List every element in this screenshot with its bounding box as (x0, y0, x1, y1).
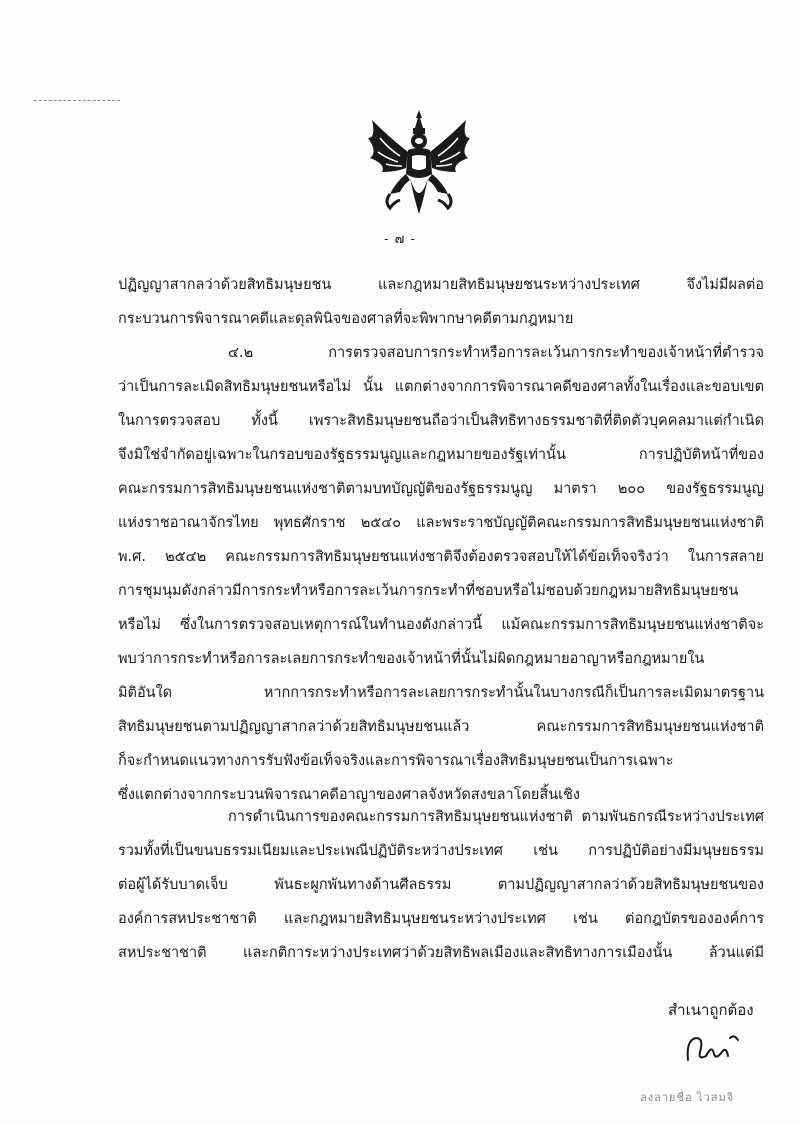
text-line: ว่าเป็นการละเมิดสิทธิมนุษยชนหรือไม่ นั้น แตกต่างจากการพิจารณาคดีของศาลทั้งในเรื่องและขอบเขต (118, 379, 764, 395)
text-line: สหประชาชาติ และกติการะหว่างประเทศว่าด้วยสิทธิพลเมืองและสิทธิทางการเมืองนั้น ล้วนแต่มี (118, 945, 764, 961)
text-line: สิทธิมนุษยชนตามปฏิญญาสากลว่าด้วยสิทธิมนุษยชนแล้ว คณะกรรมการสิทธิมนุษยชนแห่งชาติ (118, 719, 764, 735)
garuda-emblem-icon (360, 108, 478, 216)
document-body (118, 268, 764, 812)
text-line: มิติอันใด หากการกระทำหรือการละเลยการกระทำนั้นในบางกรณีก็เป็นการละเมิดมาตรฐาน (118, 685, 764, 701)
page-number: - ๗ - (384, 232, 416, 247)
text-line: ในการตรวจสอบ ทั้งนี้ เพราะสิทธิมนุษยชนถือว่าเป็นสิทธิทางธรรมชาติที่ติดตัวบุคคลมาแต่กำเนิด (118, 413, 764, 429)
text-line: ปฏิญญาสากลว่าด้วยสิทธิมนุษยชน และกฎหมายสิทธิมนุษยชนระหว่างประเทศ จึงไม่มีผลต่อ (118, 277, 764, 293)
signer-name: ลงลายชื่อ ไวสมจิ (640, 1091, 735, 1104)
text-line: การชุมนุมดังกล่าวมีการกระทำหรือการละเว้นการกระทำที่ชอบหรือไม่ชอบด้วยกฎหมายสิทธิมนุษยชน (118, 583, 739, 599)
text-line: จึงมิใช่จำกัดอยู่เฉพาะในกรอบของรัฐธรรมนูญและกฎหมายของรัฐเท่านั้น การปฏิบัติหน้าที่ของ (118, 447, 764, 463)
signature-icon (682, 1030, 742, 1068)
text-line: รวมทั้งที่เป็นขนบธรรมเนียมและประเพณีปฏิบัติระหว่างประเทศ เช่น การปฏิบัติอย่างมีมนุษยธรรม (118, 843, 764, 859)
margin-dash-mark (34, 100, 120, 101)
text-line: ซึ่งแตกต่างจากกระบวนพิจารณาคดีอาญาของศาลจังหวัดสงขลาโดยสิ้นเชิง (118, 787, 581, 803)
text-line: พบว่าการกระทำหรือการละเลยการกระทำของเจ้าหน้าที่นั้นไม่ผิดกฎหมายอาญาหรือกฎหมายใน (118, 651, 705, 667)
text-line: องค์การสหประชาชาติ และกฎหมายสิทธิมนุษยชนระหว่างประเทศ เช่น ต่อกฎบัตรขององค์การ (118, 911, 764, 927)
text-line: หรือไม่ ซึ่งในการตรวจสอบเหตุการณ์ในทำนองดังกล่าวนี้ แม้คณะกรรมการสิทธิมนุษยชนแห่งชาติจะ (118, 617, 764, 633)
document-body-continued (118, 800, 764, 970)
certified-copy-label: สำเนาถูกต้อง (668, 1001, 754, 1019)
text-line: ๔.๒ การตรวจสอบการกระทำหรือการละเว้นการกระทำของเจ้าหน้าที่ตำรวจ (228, 345, 764, 361)
text-line: ต่อผู้ได้รับบาดเจ็บ พันธะผูกพันทางด้านศีลธรรม ตามปฏิญญาสากลว่าด้วยสิทธิมนุษยชนของ (118, 877, 764, 893)
text-line: การดำเนินการของคณะกรรมการสิทธิมนุษยชนแห่งชาติ ตามพันธกรณีระหว่างประเทศ (228, 809, 764, 825)
text-line: แห่งราชอาณาจักรไทย พุทธศักราช ๒๕๔๐ และพระราชบัญญัติคณะกรรมการสิทธิมนุษยชนแห่งชาติ (118, 515, 764, 531)
text-line: กระบวนการพิจารณาคดีและดุลพินิจของศาลที่จะพิพากษาคดีตามกฎหมาย (118, 311, 574, 327)
text-line: คณะกรรมการสิทธิมนุษยชนแห่งชาติตามบทบัญญัติของรัฐธรรมนูญ มาตรา ๒๐๐ ของรัฐธรรมนูญ (118, 481, 764, 497)
text-line: ก็จะกำหนดแนวทางการรับฟังข้อเท็จจริงและการพิจารณาเรื่องสิทธิมนุษยชนเป็นการเฉพาะ (118, 753, 674, 769)
text-line: พ.ศ. ๒๕๔๒ คณะกรรมการสิทธิมนุษยชนแห่งชาติจึงต้องตรวจสอบให้ได้ข้อเท็จจริงว่า ในการสลาย (118, 549, 764, 565)
